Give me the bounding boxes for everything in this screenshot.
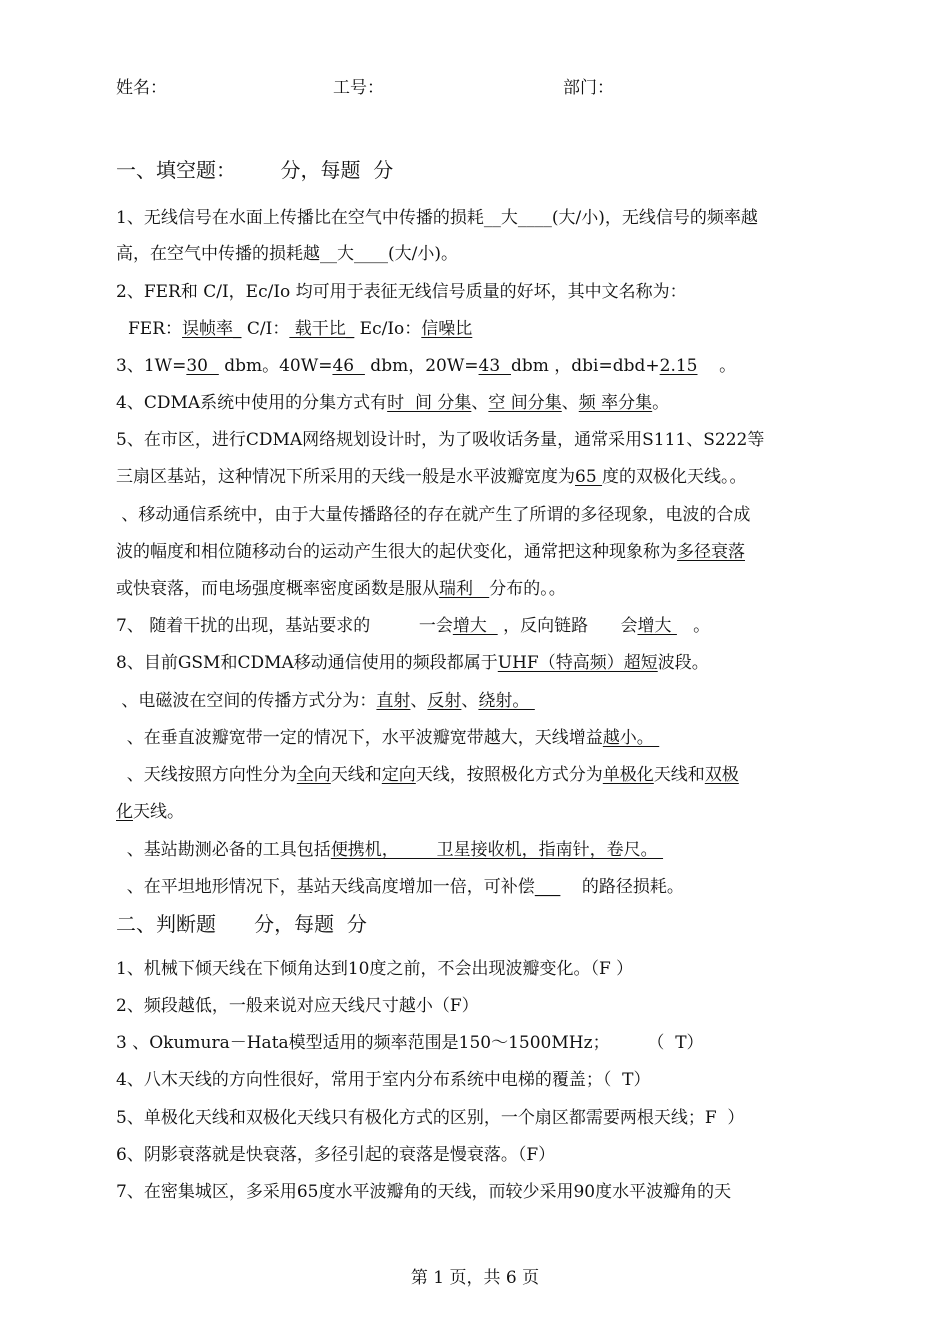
answer-directional: 定向: [381, 765, 416, 785]
answer-forward-increase: 增大: [452, 616, 498, 636]
answer-survey-tools: 便携机， 卫星接收机，指南针，卷尺。: [330, 840, 664, 860]
question-11-line-1: 、天线按照方向性分为全向天线和定向天线，按照极化方式分为单极化天线和双极: [116, 765, 739, 785]
question-7: 7、 随着干扰的出现，基站要求的 一会增大 ，反向链路 会增大 。: [116, 616, 711, 636]
answer-omni: 全向: [296, 765, 331, 785]
answer-frequency-diversity: 频 率分集: [578, 393, 653, 413]
question-2-line-1: 2、FER和 C/I，Ec/Io 均可用于表征无线信号质量的好坏，其中文名称为：: [116, 282, 687, 302]
judge-item-3: 3 、Okumura－Hata模型适用的频率范围是150～1500MHz； （ T）: [116, 1033, 704, 1053]
answer-path-loss: ___: [534, 877, 561, 897]
answer-single-polarized: 单极化: [602, 765, 654, 785]
answer-gain-smaller: 越小。: [602, 728, 660, 748]
question-13: 、在平坦地形情况下，基站天线高度增加一倍，可补偿___ 的路径损耗。: [116, 877, 684, 897]
question-6-line-2: 波的幅度和相位随移动台的运动产生很大的起伏变化，通常把这种现象称为多径衰落: [116, 542, 745, 562]
question-5-line-2: 三扇区基站，这种情况下所采用的天线一般是水平波瓣宽度为65 度的双极化天线。。: [116, 467, 747, 487]
question-3: 3、1W=30 dbm。40W=46 dbm，20W=43 dbm ，dbi=dbd+2.15 。: [116, 356, 737, 376]
answer-rayleigh: 瑞利: [439, 579, 490, 599]
judge-item-7: 7、在密集城区，多采用65度水平波瓣角的天线，而较少采用90度水平波瓣角的天: [116, 1182, 732, 1202]
question-2-line-2: FER：误帧率_ C/I： 载干比_ Ec/Io：信噪比: [128, 319, 473, 339]
answer-dual-polarized-cont: 化: [116, 802, 133, 822]
judge-item-5: 5、单极化天线和双极化天线只有极化方式的区别，一个扇区都需要两根天线；F ）: [116, 1108, 745, 1128]
question-1-line-2: 高，在空气中传播的损耗越__大____(大/小)。: [116, 244, 458, 264]
answer-direct: 直射: [376, 691, 411, 711]
answer-40w: 46: [332, 356, 365, 376]
page-number: 第 1 页，共 6 页: [410, 1268, 540, 1288]
answer-diffract: 绕射。: [478, 691, 535, 711]
judge-item-6: 6、阴影衰落就是快衰落，多径引起的衰落是慢衰落。（F）: [116, 1145, 556, 1165]
answer-20w: 43: [478, 356, 511, 376]
section-fill-in-title: 一、填空题： 分，每题 分: [116, 158, 394, 182]
answer-dual-polarized: 双极: [704, 765, 739, 785]
question-11-line-2: 化天线。: [116, 802, 184, 822]
answer-uhf: UHF（特高频）超短: [497, 653, 658, 673]
judge-item-4: 4、八木天线的方向性很好，常用于室内分布系统中电梯的覆盖；（ T）: [116, 1070, 651, 1090]
judge-item-1: 1、机械下倾天线在下倾角达到10度之前，不会出现波瓣变化。（F ）: [116, 959, 634, 979]
section-true-false-title: 二、判断题 分，每题 分: [116, 912, 367, 936]
answer-blank: __大____: [483, 208, 552, 228]
question-8: 8、目前GSM和CDMA移动通信使用的频段都属于UHF（特高频）超短波段。: [116, 653, 709, 673]
answer-space-diversity: 空 间分集: [488, 393, 562, 413]
answer-blank: __大____: [320, 244, 388, 264]
answer-reverse-increase: 增大: [637, 616, 677, 636]
answer-time-diversity: 时 间 分集: [387, 393, 472, 413]
question-9: 、电磁波在空间的传播方式分为：直射、反射、绕射。: [116, 691, 535, 711]
question-5-line-1: 5、在市区，进行CDMA网络规划设计时，为了吸收话务量，通常采用S111、S222等: [116, 430, 765, 450]
question-10: 、在垂直波瓣宽带一定的情况下，水平波瓣宽带越大，天线增益越小。: [116, 728, 660, 748]
answer-multipath-fading: 多径衰落: [677, 542, 745, 562]
judge-item-2: 2、频段越低，一般来说对应天线尺寸越小（F）: [116, 996, 479, 1016]
question-6-line-3: 或快衰落，而电场强度概率密度函数是服从瑞利 分布的。。: [116, 579, 566, 599]
answer-beamwidth: 65: [575, 467, 603, 487]
answer-ecio: 信噪比: [421, 319, 473, 339]
question-4: 4、CDMA系统中使用的分集方式有时 间 分集、空 间分集、频 率分集。: [116, 393, 670, 413]
department-label: 部门：: [563, 78, 614, 98]
answer-reflect: 反射: [427, 691, 462, 711]
question-6-line-1: 、移动通信系统中，由于大量传播路径的存在就产生了所谓的多径现象，电波的合成: [116, 505, 751, 525]
answer-1w: 30: [186, 356, 219, 376]
answer-ci: 载干比_: [289, 319, 355, 339]
name-label: 姓名：: [116, 78, 167, 98]
question-12: 、基站勘测必备的工具包括便携机， 卫星接收机，指南针，卷尺。: [116, 840, 664, 860]
answer-dbi: 2.15: [659, 356, 698, 376]
answer-fer: 误帧率_: [182, 319, 242, 339]
employee-id-label: 工号：: [333, 78, 384, 98]
question-1-line-1: 1、无线信号在水面上传播比在空气中传播的损耗__大____(大/小)，无线信号的频率越: [116, 208, 758, 228]
